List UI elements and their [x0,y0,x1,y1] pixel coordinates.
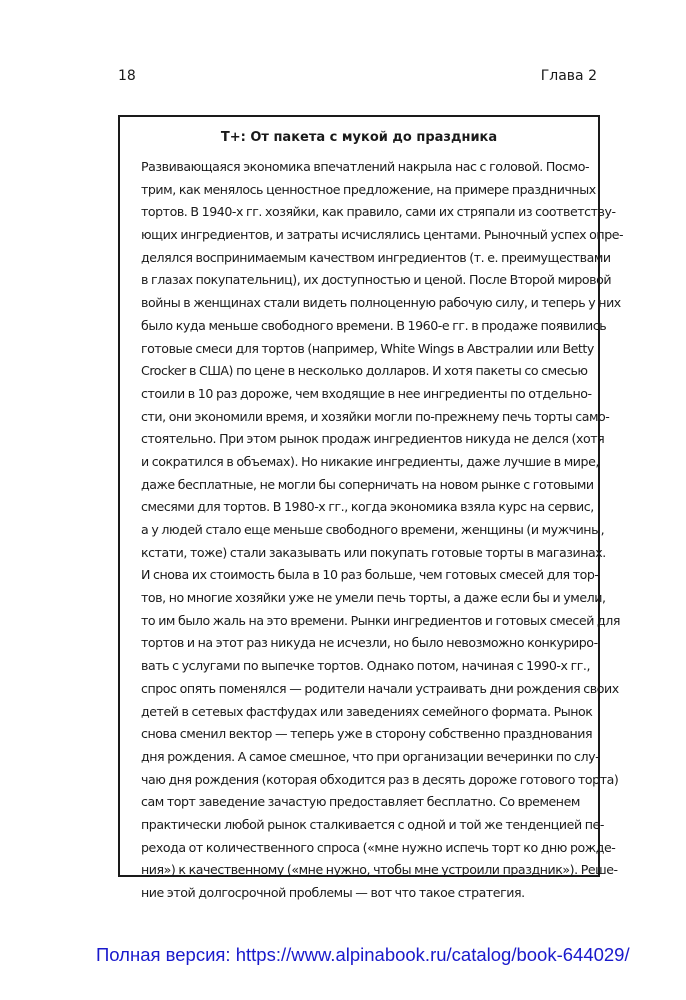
sidebar-text-line: стоятельно. При этом рынок продаж ингредиентов никуда не делся (хотя [141,431,605,447]
sidebar-body [141,156,624,905]
sidebar-text-line: стоили в 10 раз дороже, чем входящие в нее ингредиенты по отдельно- [141,385,592,401]
sidebar-text-line: сам торт заведение зачастую предоставляет бесплатно. Со временем [141,794,580,810]
sidebar-text-line: смесями для тортов. В 1980-х гг., когда экономика взяла курс на сервис, [141,499,594,515]
page-header [118,68,600,88]
sidebar-text-line: даже бесплатные, не могли бы соперничать на новом рынке с готовыми [141,476,594,492]
sidebar-text-line: И снова их стоимость была в 10 раз больше, чем готовых смесей для тор- [141,567,599,583]
sidebar-text-line: трим, как менялось ценностное предложение, на примере праздничных [141,181,596,197]
sidebar-text-line: а у людей стало еще меньше свободного времени, женщины (и мужчины, [141,522,605,537]
sidebar-text-line: и сократился в объемах). Но никакие ингредиенты, даже лучшие в мире, [141,453,599,469]
sidebar-text-line: спрос опять поменялся — родители начали устраивать дни рождения своих [141,680,619,696]
sidebar-text-line: тортов. В 1940-х гг. хозяйки, как правило, сами их стряпали из соответству- [141,204,616,220]
sidebar-text-line: было куда меньше свободного времени. В 1960-е гг. в продаже появились [141,317,607,333]
sidebar-text-line: дня рождения. А самое смешное, что при организации вечеринки по слу- [141,748,600,764]
sidebar-text-line: вать с услугами по выпечке тортов. Однако потом, начиная с 1990-х гг., [141,658,591,674]
sidebar-text-line: Развивающаяся экономика впечатлений накрыла нас с головой. Посмо- [141,159,590,174]
sidebar-text-line: ния») к качественному («мне нужно, чтобы мне устроили праздник»). Реше- [141,862,618,878]
sidebar-text-line: в глазах покупательниц), их доступностью и ценой. После Второй мировой [141,272,612,288]
sidebar-text-line: ющих ингредиентов, и затраты исчислялись центами. Рыночный успех опре- [141,227,624,243]
sidebar-text-line: делялся воспринимаемым качеством ингредиентов (т. е. преимуществами [141,249,611,265]
sidebar-text-line: готовые смеси для тортов (например, White Wings в Австралии или Betty [141,340,594,356]
sidebar-text-line: снова сменил вектор — теперь уже в сторону собственно празднования [141,726,593,742]
sidebar-text-line: тов, но многие хозяйки уже не умели печь торты, а даже если бы и умели, [141,590,606,606]
sidebar-text-line: кстати, тоже) стали заказывать или покупать готовые торты в магазинах. [141,544,606,560]
chapter-label: Глава 2 [540,68,597,84]
page-number: 18 [118,68,136,84]
sidebar-text-line: Crocker в США) по цене в несколько долларов. И хотя пакеты со смесью [141,363,588,379]
sidebar-text-line: детей в сетевых фастфудах или заведениях семейного формата. Рынок [141,703,593,719]
sidebar-text-line: то им было жаль на это времени. Рынки ингредиентов и готовых смесей для [141,612,620,628]
sidebar-text-line: практически любой рынок сталкивается с одной и той же тенденцией пе- [141,816,604,832]
sidebar-text-line: рехода от количественного спроса («мне нужно испечь торт ко дню рожде- [141,839,616,855]
sidebar-text-line: ние этой долгосрочной проблемы — вот что такое стратегия. [141,885,525,900]
sidebar-box [118,115,624,900]
sidebar-text-line: тортов и на этот раз никуда не исчезли, но было невозможно конкуриро- [141,635,598,651]
sidebar-text-line: сти, они экономили время, и хозяйки могли по-прежнему печь торты само- [141,408,610,424]
sidebar-title: T+: От пакета с мукой до праздника [220,130,498,145]
full-version-link[interactable]: Полная версия: https://www.alpinabook.ru/catalog/book-644029/ [96,944,630,965]
sidebar-text-line: чаю дня рождения (которая обходится раз в десять дороже готового торта) [141,771,619,787]
sidebar-text-line: войны в женщинах стали видеть полноценную рабочую силу, и теперь у них [141,295,621,311]
